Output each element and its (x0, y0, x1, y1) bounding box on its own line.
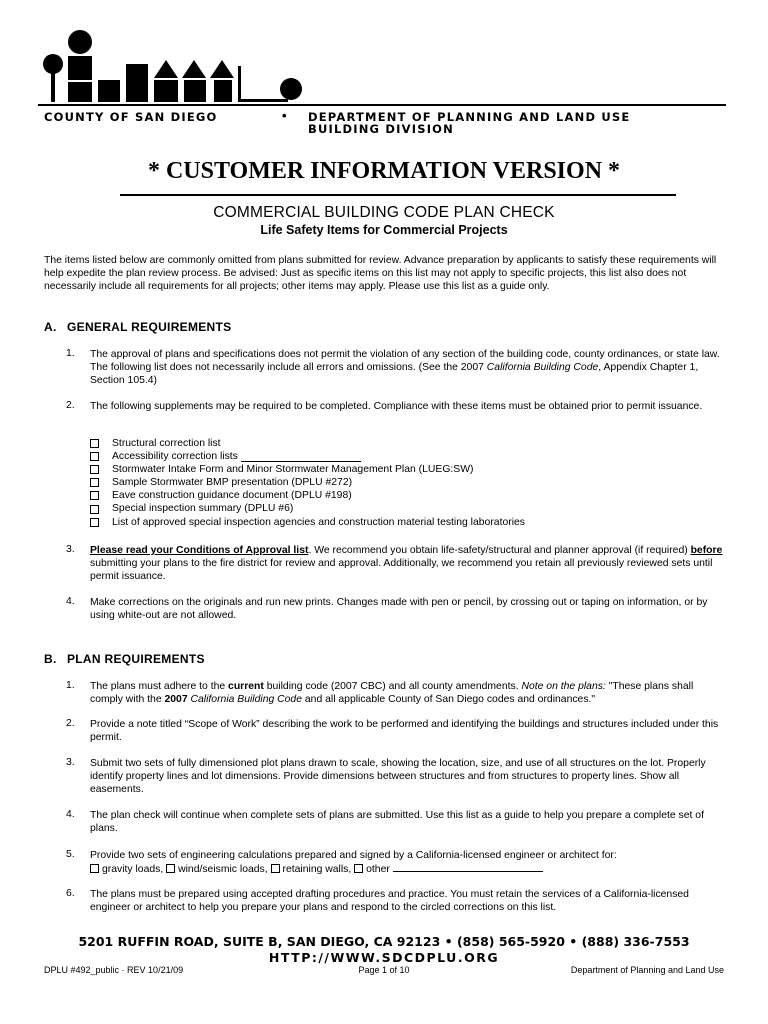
section-title: PLAN REQUIREMENTS (67, 652, 205, 666)
fill-in-blank[interactable] (241, 452, 361, 462)
item-number: 1. (66, 680, 75, 691)
footer-url[interactable]: HTTP://WWW.SDCDPLU.ORG (268, 950, 500, 965)
checklist-item[interactable]: Eave construction guidance document (DPLU #198) (90, 489, 525, 502)
section-letter: B. (44, 652, 57, 666)
item-number: 5. (66, 849, 75, 860)
county-name: COUNTY OF SAN DIEGO (44, 110, 218, 124)
page-number: Page 1 of 10 (358, 965, 410, 975)
checklist-item[interactable]: Sample Stormwater BMP presentation (DPLU #272) (90, 476, 525, 489)
list-item: The plan check will continue when complete sets of plans are submitted. Use this list as a guide to help you prepare a complete set of plans. (90, 810, 704, 834)
item-number: 2. (66, 718, 75, 729)
section-b-heading (44, 652, 205, 666)
list-item: The following supplements may be required to be completed. Compliance with these items must be obtained prior to permit issuance. (90, 401, 703, 412)
section-title: GENERAL REQUIREMENTS (67, 320, 232, 334)
supplements-checklist (90, 437, 525, 529)
item-number: 4. (66, 809, 75, 820)
section-letter: A. (44, 320, 57, 334)
fill-in-blank[interactable] (393, 862, 543, 872)
checkbox[interactable] (90, 864, 99, 873)
county-logo-icon (38, 26, 308, 106)
checklist-item[interactable]: Structural correction list (90, 437, 525, 450)
division-name: BUILDING DIVISION (308, 122, 454, 136)
calc-options: gravity loads, wind/seismic loads, retaining walls, other (90, 862, 724, 876)
list-item: The plans must be prepared using accepted drafting procedures and practice. You must retain the services of a California-licensed engineer or architect to help you prepare your plans and respond to the circled corrections on this list. (90, 889, 689, 913)
checkbox[interactable] (354, 864, 363, 873)
banner-rule (120, 194, 676, 196)
section-a-heading (44, 320, 231, 334)
footer-department: Department of Planning and Land Use (570, 965, 724, 975)
list-item: Make corrections on the originals and run new prints. Changes made with pen or pencil, by crossing out or taping on information, or by using white-out are not allowed. (90, 597, 708, 621)
customer-version-banner: * CUSTOMER INFORMATION VERSION * (147, 158, 621, 184)
checkbox[interactable] (90, 518, 99, 527)
item-number: 2. (66, 400, 75, 411)
list-item: Please read your Conditions of Approval list. We recommend you obtain life-safety/structural and planner approval (if required) before submitting your plans to the fire district for review and approval. Additionally, we recommend you retain all previously reviewed sets until permit issuance. (90, 545, 723, 582)
page-title: COMMERCIAL BUILDING CODE PLAN CHECK (213, 204, 555, 221)
footer-address: 5201 RUFFIN ROAD, SUITE B, SAN DIEGO, CA 92123 • (858) 565-5920 • (888) 336-7553 (78, 934, 690, 949)
page-subtitle: Life Safety Items for Commercial Projects (260, 223, 508, 237)
item-number: 6. (66, 888, 75, 899)
list-item: The plans must adhere to the current building code (2007 CBC) and all county amendments. Note on the plans: "These plans shall comply with the 2007 California Building Code and all applicable County of San Diego codes and ordinances." (90, 681, 694, 705)
checkbox[interactable] (271, 864, 280, 873)
header-bullet: • (282, 108, 287, 123)
list-item: Provide a note titled “Scope of Work” describing the work to be performed and identifying the buildings and structures included under this permit. (90, 719, 719, 743)
checkbox[interactable] (90, 491, 99, 500)
list-item: Provide two sets of engineering calculations prepared and signed by a California-licensed engineer or architect for: gravity loads, wind/seismic loads, retaining walls, other (90, 849, 724, 876)
list-item: Submit two sets of fully dimensioned plot plans drawn to scale, showing the location, size, and use of all structures on the lot. Properly identify property lines and lot dimensions. Provide dimensions between structures and from structures to property lines. Show all easements. (90, 758, 706, 795)
checkbox[interactable] (166, 864, 175, 873)
checklist-item[interactable]: Special inspection summary (DPLU #6) (90, 502, 525, 515)
checkbox[interactable] (90, 439, 99, 448)
list-item: The approval of plans and specifications does not permit the violation of any section of the building code, county ordinances, or state law. The following list does not necessarily include all errors and omissions. (See the 2007 California Building Code, Appendix Chapter 1, Section 105.4) (90, 349, 720, 386)
checkbox[interactable] (90, 465, 99, 474)
checklist-item[interactable]: List of approved special inspection agencies and construction material testing laboratories (90, 516, 525, 529)
intro-paragraph: The items listed below are commonly omitted from plans submitted for review. Advance preparation by applicants to satisfy these requirements will help expedite the plan review process. Be advised: Just as specific items on this list may not apply to specific projects, this list also does not necessarily include all requirements for all projects; other items may apply. Please use this list as a guide only. (44, 255, 717, 292)
form-id: DPLU #492_public · REV 10/21/09 (44, 965, 184, 975)
department-name: DEPARTMENT OF PLANNING AND LAND USE (308, 110, 631, 124)
checkbox[interactable] (90, 478, 99, 487)
checklist-item[interactable]: Accessibility correction lists (90, 450, 525, 463)
header-rule (38, 104, 726, 106)
checklist-item[interactable]: Stormwater Intake Form and Minor Stormwater Management Plan (LUEG:SW) (90, 463, 525, 476)
checkbox[interactable] (90, 452, 99, 461)
item-number: 4. (66, 596, 75, 607)
item-number: 3. (66, 544, 75, 555)
item-number: 3. (66, 757, 75, 768)
checkbox[interactable] (90, 505, 99, 514)
item-number: 1. (66, 348, 75, 359)
